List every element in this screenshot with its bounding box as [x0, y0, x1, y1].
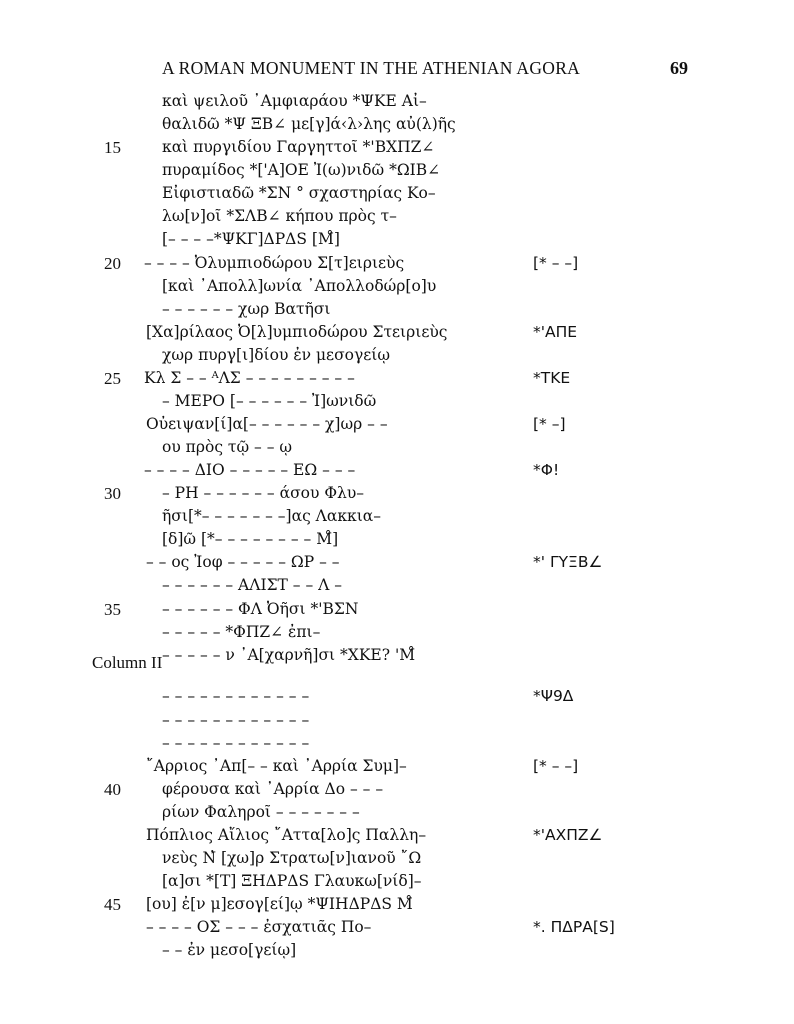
inscription-line — [0, 803, 794, 827]
line-text: – – – – Ὀλυμπιοδώρου Σ[τ]ειριεὺς — [144, 254, 405, 272]
line-marginal-value: *ΤΚΕ — [533, 369, 571, 387]
line-text: Πόπλιος Αἴλιος ῎Αττα[λο]ς Παλλη– — [146, 826, 427, 844]
line-text: ρίων Φαληροῖ – – – – – – – — [162, 803, 360, 821]
line-text: – – – – – – – – – – – – — [162, 687, 310, 705]
inscription-line — [0, 646, 794, 670]
line-number: 15 — [104, 138, 121, 157]
line-number: 25 — [104, 369, 121, 388]
line-text: – – ος Ἰοφ – – – – – ΩΡ – – — [146, 553, 340, 571]
inscription-line — [0, 161, 794, 185]
line-text: [Χα]ρίλαος Ὀ[λ]υμπιοδώρου Στειριεὺς — [146, 323, 448, 341]
line-text: Οὐειψαν[ί]α[– – – – – – χ]ωρ – – — [146, 415, 388, 433]
line-marginal-value: *'ΑΠΕ — [533, 323, 578, 341]
inscription-line — [0, 346, 794, 370]
inscription-line — [0, 438, 794, 462]
inscription-line — [0, 277, 794, 301]
line-text: – ΡΗ – – – – – – άσου Φλυ– — [162, 484, 365, 502]
inscription-line — [0, 323, 794, 347]
line-text: – – – – – ν ᾿Α[χαρνῆ]σι *ΧΚΕ? 'Μ̊ — [162, 646, 416, 664]
line-text: ῆσι[*– – – – – – –]ας Λακκια– — [162, 507, 382, 525]
inscription-line — [0, 92, 794, 116]
line-text: – – – – – – χωρ Βατῆσι — [162, 300, 331, 318]
inscription-line — [0, 184, 794, 208]
line-text: – – – – – – – – – – – – — [162, 711, 310, 729]
line-marginal-value: *. ΠΔΡΑ[S] — [533, 918, 615, 936]
inscription-line — [0, 415, 794, 439]
inscription-line — [0, 254, 794, 278]
inscription-line — [0, 687, 794, 711]
line-text: θαλιδῶ *Ψ ΞΒ∠ με[γ]ά‹λ›λης αὐ(λ)ῆς — [162, 115, 456, 133]
line-text: [– – – –*ΨΚΓ]ΔΡΔS [Μ̊] — [162, 230, 340, 248]
line-text: νεὺς Ν̓ [χω]ρ Στρατω[ν]ιανοῦ ῎Ω — [162, 849, 422, 867]
inscription-line — [0, 553, 794, 577]
line-marginal-value: *Ψ9Δ — [533, 687, 574, 705]
inscription-line — [0, 623, 794, 647]
line-text: χωρ πυργ[ι]δίου ἐν μεσογείῳ — [162, 346, 391, 364]
line-text: – – – – ΟΣ – – – ἐσχατιᾶς Πο– — [146, 918, 372, 936]
inscription-line — [0, 230, 794, 254]
line-number: 45 — [104, 895, 121, 914]
inscription-line — [0, 918, 794, 942]
line-text: φέρουσα καὶ ᾿Αρρία Δο – – – — [162, 780, 384, 798]
line-text: – – ἐν μεσο[γείῳ] — [162, 941, 297, 959]
line-marginal-value: [* –] — [533, 415, 566, 433]
inscription-line — [0, 461, 794, 485]
inscription-line — [0, 576, 794, 600]
line-text: καὶ ψειλοῦ ᾿Αμφιαράου *ΨΚΕ Αἰ– — [162, 92, 427, 110]
page-number: 69 — [670, 58, 688, 78]
inscription-line — [0, 115, 794, 139]
line-text: – – – – – – – – – – – – — [162, 734, 310, 752]
inscription-line — [0, 369, 794, 393]
inscription-line — [0, 600, 794, 624]
line-text: [καὶ ᾿Απολλ]ωνία ᾿Απολλοδώρ[ο]υ — [162, 277, 437, 295]
inscription-line — [0, 757, 794, 781]
inscription-line — [0, 484, 794, 508]
inscription-line — [0, 530, 794, 554]
line-text: καὶ πυργιδίου Γαργηττοῖ *'ΒΧΠΖ∠ — [162, 138, 435, 156]
line-marginal-value: [* – –] — [533, 757, 579, 775]
line-text: – – – – ΔΙΟ – – – – – ΕΩ – – – — [144, 461, 356, 479]
line-text: [δ]ῶ [*– – – – – – – – Μ̊] — [162, 530, 339, 548]
inscription-line — [0, 826, 794, 850]
inscription-line — [0, 872, 794, 896]
inscription-line — [0, 849, 794, 873]
line-text: ῎Αρριος ᾿Απ[– – καὶ ᾿Αρρία Συμ]– — [146, 757, 407, 775]
line-number: 20 — [104, 254, 121, 273]
inscription-line — [0, 734, 794, 758]
page-header — [0, 58, 794, 82]
line-text: [ου] ἐ[ν μ]εσογ[εί]ῳ *ΨΙΗΔΡΔS Μ̊ — [146, 895, 413, 913]
line-text: – ΜΕΡΟ [– – – – – – Ἰ]ωνιδῶ — [162, 392, 377, 410]
line-text: Κλ Σ – – ᴬΛΣ – – – – – – – – – — [144, 369, 355, 387]
line-text: ου πρὸς τῷ – – ῳ — [162, 438, 293, 456]
inscription-line — [0, 895, 794, 919]
running-title: A ROMAN MONUMENT IN THE ATHENIAN AGORA — [162, 58, 581, 78]
line-marginal-value: *'ΑΧΠΖ∠ — [533, 826, 603, 844]
line-text: – – – – – – ΑΛΙΣΤ – – Λ – — [162, 576, 343, 594]
inscription-line — [0, 300, 794, 324]
line-marginal-value: [* – –] — [533, 254, 579, 272]
line-marginal-value: *Φ! — [533, 461, 560, 479]
line-number: 35 — [104, 600, 121, 619]
inscription-line — [0, 507, 794, 531]
line-text: πυραμίδος *['Α]ΟΕ Ἰ(ω)νιδῶ *ΩΙΒ∠ — [162, 161, 441, 179]
line-number: 30 — [104, 484, 121, 503]
line-text: [α]σι *[Τ] ΞΗΔΡΔS Γλαυκω[νίδ]– — [162, 872, 422, 890]
column-two-heading: Column II — [92, 653, 163, 672]
line-text: – – – – – – ΦΛ Ὀῆσι *'ΒΣΝ — [162, 600, 359, 618]
line-text: λω[ν]οῖ *ΣΛΒ∠ κήπου πρὸς τ– — [162, 207, 397, 225]
line-text: – – – – – *ΦΠΖ∠ ἐπι– — [162, 623, 321, 641]
inscription-line — [0, 941, 794, 965]
inscription-line — [0, 138, 794, 162]
line-marginal-value: *' ΓΥΞΒ∠ — [533, 553, 603, 571]
line-number: 40 — [104, 780, 121, 799]
inscription-line — [0, 392, 794, 416]
line-text: Εἰφιστιαδῶ *ΣΝ ° σχαστηρίας Κο– — [162, 184, 436, 202]
inscription-line — [0, 207, 794, 231]
inscription-line — [0, 780, 794, 804]
inscription-line — [0, 711, 794, 735]
